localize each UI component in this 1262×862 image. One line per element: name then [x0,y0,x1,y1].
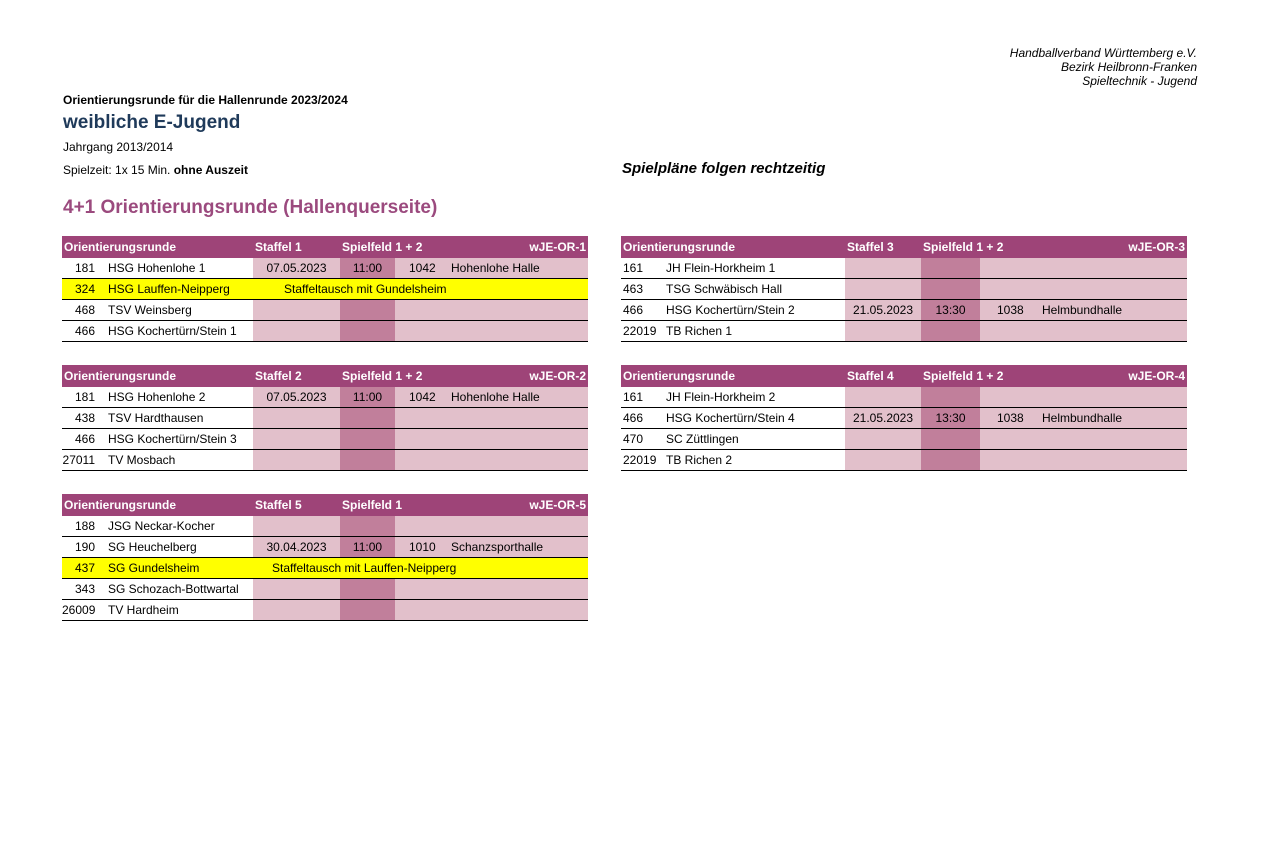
header-group: Staffel 5 [255,498,302,512]
court-cell [921,258,980,278]
header-court: Spielfeld 1 + 2 [342,240,423,254]
team-name: HSG Hohenlohe 2 [108,390,206,404]
hall-name: Helmbundhalle [1042,303,1123,317]
club-number: 466 [623,303,644,317]
team-name: TSV Weinsberg [108,303,192,317]
team-name: JH Flein-Horkheim 2 [666,390,776,404]
court-cell [921,387,980,407]
table-row [621,279,1187,300]
club-number: 161 [623,261,644,275]
document-heading: Orientierungsrunde für die Hallenrunde 2023/2024 [63,93,348,107]
header-round: Orientierungsrunde [64,369,177,383]
header-code: wJE-OR-2 [529,369,586,383]
organization-block [1010,46,1197,88]
table-row [621,450,1187,471]
header-code: wJE-OR-4 [1128,369,1185,383]
court-cell [340,408,395,428]
date-cell [845,321,921,341]
header-round: Orientierungsrunde [623,240,736,254]
hall-name: Hohenlohe Halle [451,390,540,404]
header-court: Spielfeld 1 + 2 [923,240,1004,254]
team-name: HSG Kochertürn/Stein 2 [666,303,795,317]
match-date: 21.05.2023 [852,411,914,425]
venue-cell [980,279,1187,299]
swap-note: Staffeltausch mit Gundelsheim [284,282,447,296]
date-cell [253,600,340,620]
team-name: TV Hardheim [108,603,179,617]
court-cell [921,279,980,299]
header-court: Spielfeld 1 + 2 [923,369,1004,383]
team-name: HSG Lauffen-Neipperg [108,282,230,296]
match-date: 07.05.2023 [266,261,327,275]
match-date: 30.04.2023 [266,540,327,554]
club-number: 468 [74,303,95,317]
match-date: 21.05.2023 [852,303,914,317]
header-group: Staffel 4 [847,369,894,383]
hall-number: 1042 [409,390,436,404]
date-cell [253,450,340,470]
team-name: JH Flein-Horkheim 1 [666,261,776,275]
table-row [62,321,588,342]
table-row [621,300,1187,321]
hall-name: Schanzsporthalle [451,540,544,554]
club-number: 181 [74,261,95,275]
team-name: SG Schozach-Bottwartal [108,582,239,596]
club-number: 22019 [623,453,657,467]
date-cell [253,516,340,536]
court-cell [340,300,395,320]
header-group: Staffel 1 [255,240,302,254]
club-number: 438 [74,411,95,425]
table-row [62,387,588,408]
club-number: 466 [623,411,644,425]
venue-cell [980,258,1187,278]
court-cell [340,600,395,620]
venue-cell [395,429,588,449]
hall-number: 1010 [409,540,436,554]
group-table-5 [62,494,588,621]
club-number: 466 [74,324,95,338]
club-number: 463 [623,282,644,296]
venue-cell [395,300,588,320]
org-department: Spieltechnik - Jugend [1082,74,1197,88]
club-number: 181 [74,390,95,404]
table-row [62,537,588,558]
team-name: SG Heuchelberg [108,540,197,554]
swap-note: Staffeltausch mit Lauffen-Neipperg [272,561,457,575]
club-number: 161 [623,390,644,404]
table-row [621,408,1187,429]
venue-cell [980,387,1187,407]
game-time-bold: ohne Auszeit [173,163,248,177]
schedule-note: Spielpläne folgen rechtzeitig [622,160,826,177]
header-round: Orientierungsrunde [623,369,736,383]
match-date: 07.05.2023 [266,390,327,404]
group-table-2 [62,365,588,471]
header-court: Spielfeld 1 + 2 [342,369,423,383]
team-name: TB Richen 1 [666,324,733,338]
venue-cell [395,579,588,599]
match-time: 11:00 [352,540,383,554]
venue-cell [395,600,588,620]
court-cell [921,321,980,341]
org-district: Bezirk Heilbronn-Franken [1060,60,1197,74]
header-code: wJE-OR-1 [529,240,586,254]
table-row [621,387,1187,408]
header-code: wJE-OR-3 [1128,240,1185,254]
court-cell [340,516,395,536]
group-table-4 [621,365,1187,471]
club-number: 190 [74,540,95,554]
date-cell [845,429,921,449]
club-number: 27011 [62,453,95,467]
table-row [621,258,1187,279]
match-time: 13:30 [935,303,966,317]
club-number: 343 [74,582,95,596]
table-row [62,300,588,321]
date-cell [845,258,921,278]
team-name: SG Gundelsheim [108,561,200,575]
date-cell [253,579,340,599]
table-header [62,494,588,516]
header-court: Spielfeld 1 [342,498,403,512]
table-row [62,579,588,600]
club-number: 437 [74,561,95,575]
table-row [62,408,588,429]
hall-name: Helmbundhalle [1042,411,1123,425]
match-time: 13:30 [935,411,966,425]
table-header [621,236,1187,258]
venue-cell [395,450,588,470]
header-code: wJE-OR-5 [529,498,586,512]
venue-cell [395,408,588,428]
table-row [62,429,588,450]
date-cell [253,408,340,428]
match-time: 11:00 [352,390,383,404]
court-cell [921,450,980,470]
venue-cell [980,450,1187,470]
team-name: HSG Hohenlohe 1 [108,261,206,275]
hall-number: 1038 [997,411,1024,425]
court-cell [340,450,395,470]
hall-name: Hohenlohe Halle [451,261,540,275]
court-cell [340,321,395,341]
team-name: HSG Kochertürn/Stein 3 [108,432,237,446]
club-number: 188 [74,519,95,533]
age-group-year: Jahrgang 2013/2014 [63,140,174,154]
team-name: TV Mosbach [108,453,176,467]
team-name: JSG Neckar-Kocher [108,519,215,533]
team-name: TSV Hardthausen [108,411,204,425]
hall-number: 1038 [997,303,1024,317]
team-name: HSG Kochertürn/Stein 1 [108,324,237,338]
header-round: Orientierungsrunde [64,240,177,254]
court-cell [921,429,980,449]
club-number: 324 [74,282,95,296]
table-row [62,516,588,537]
group-table-3 [621,236,1187,342]
venue-cell [395,516,588,536]
page-title: weibliche E-Jugend [63,112,241,133]
table-header [62,365,588,387]
hall-number: 1042 [409,261,436,275]
date-cell [253,300,340,320]
game-time [63,163,248,177]
court-cell [340,429,395,449]
header-group: Staffel 2 [255,369,302,383]
team-name: TB Richen 2 [666,453,733,467]
club-number: 26009 [62,603,96,617]
org-name: Handballverband Württemberg e.V. [1009,46,1197,60]
court-cell [340,579,395,599]
venue-cell [395,321,588,341]
date-cell [845,450,921,470]
date-cell [253,321,340,341]
header-group: Staffel 3 [847,240,894,254]
table-row [62,258,588,279]
club-number: 22019 [623,324,657,338]
date-cell [845,387,921,407]
table-row [621,321,1187,342]
venue-cell [980,321,1187,341]
table-header [621,365,1187,387]
match-time: 11:00 [352,261,383,275]
team-name: SC Züttlingen [666,432,739,446]
team-name: TSG Schwäbisch Hall [666,282,783,296]
club-number: 470 [623,432,644,446]
table-row [62,558,588,579]
header-round: Orientierungsrunde [64,498,177,512]
table-row [621,429,1187,450]
game-time-prefix: Spielzeit: 1x 15 Min. [63,163,174,177]
date-cell [253,429,340,449]
table-header [62,236,588,258]
table-row [62,450,588,471]
club-number: 466 [74,432,95,446]
group-table-1 [62,236,588,342]
table-row [62,279,588,300]
venue-cell [980,429,1187,449]
table-row [62,600,588,621]
round-subtitle: 4+1 Orientierungsrunde (Hallenquerseite) [63,197,438,218]
team-name: HSG Kochertürn/Stein 4 [666,411,795,425]
date-cell [845,279,921,299]
